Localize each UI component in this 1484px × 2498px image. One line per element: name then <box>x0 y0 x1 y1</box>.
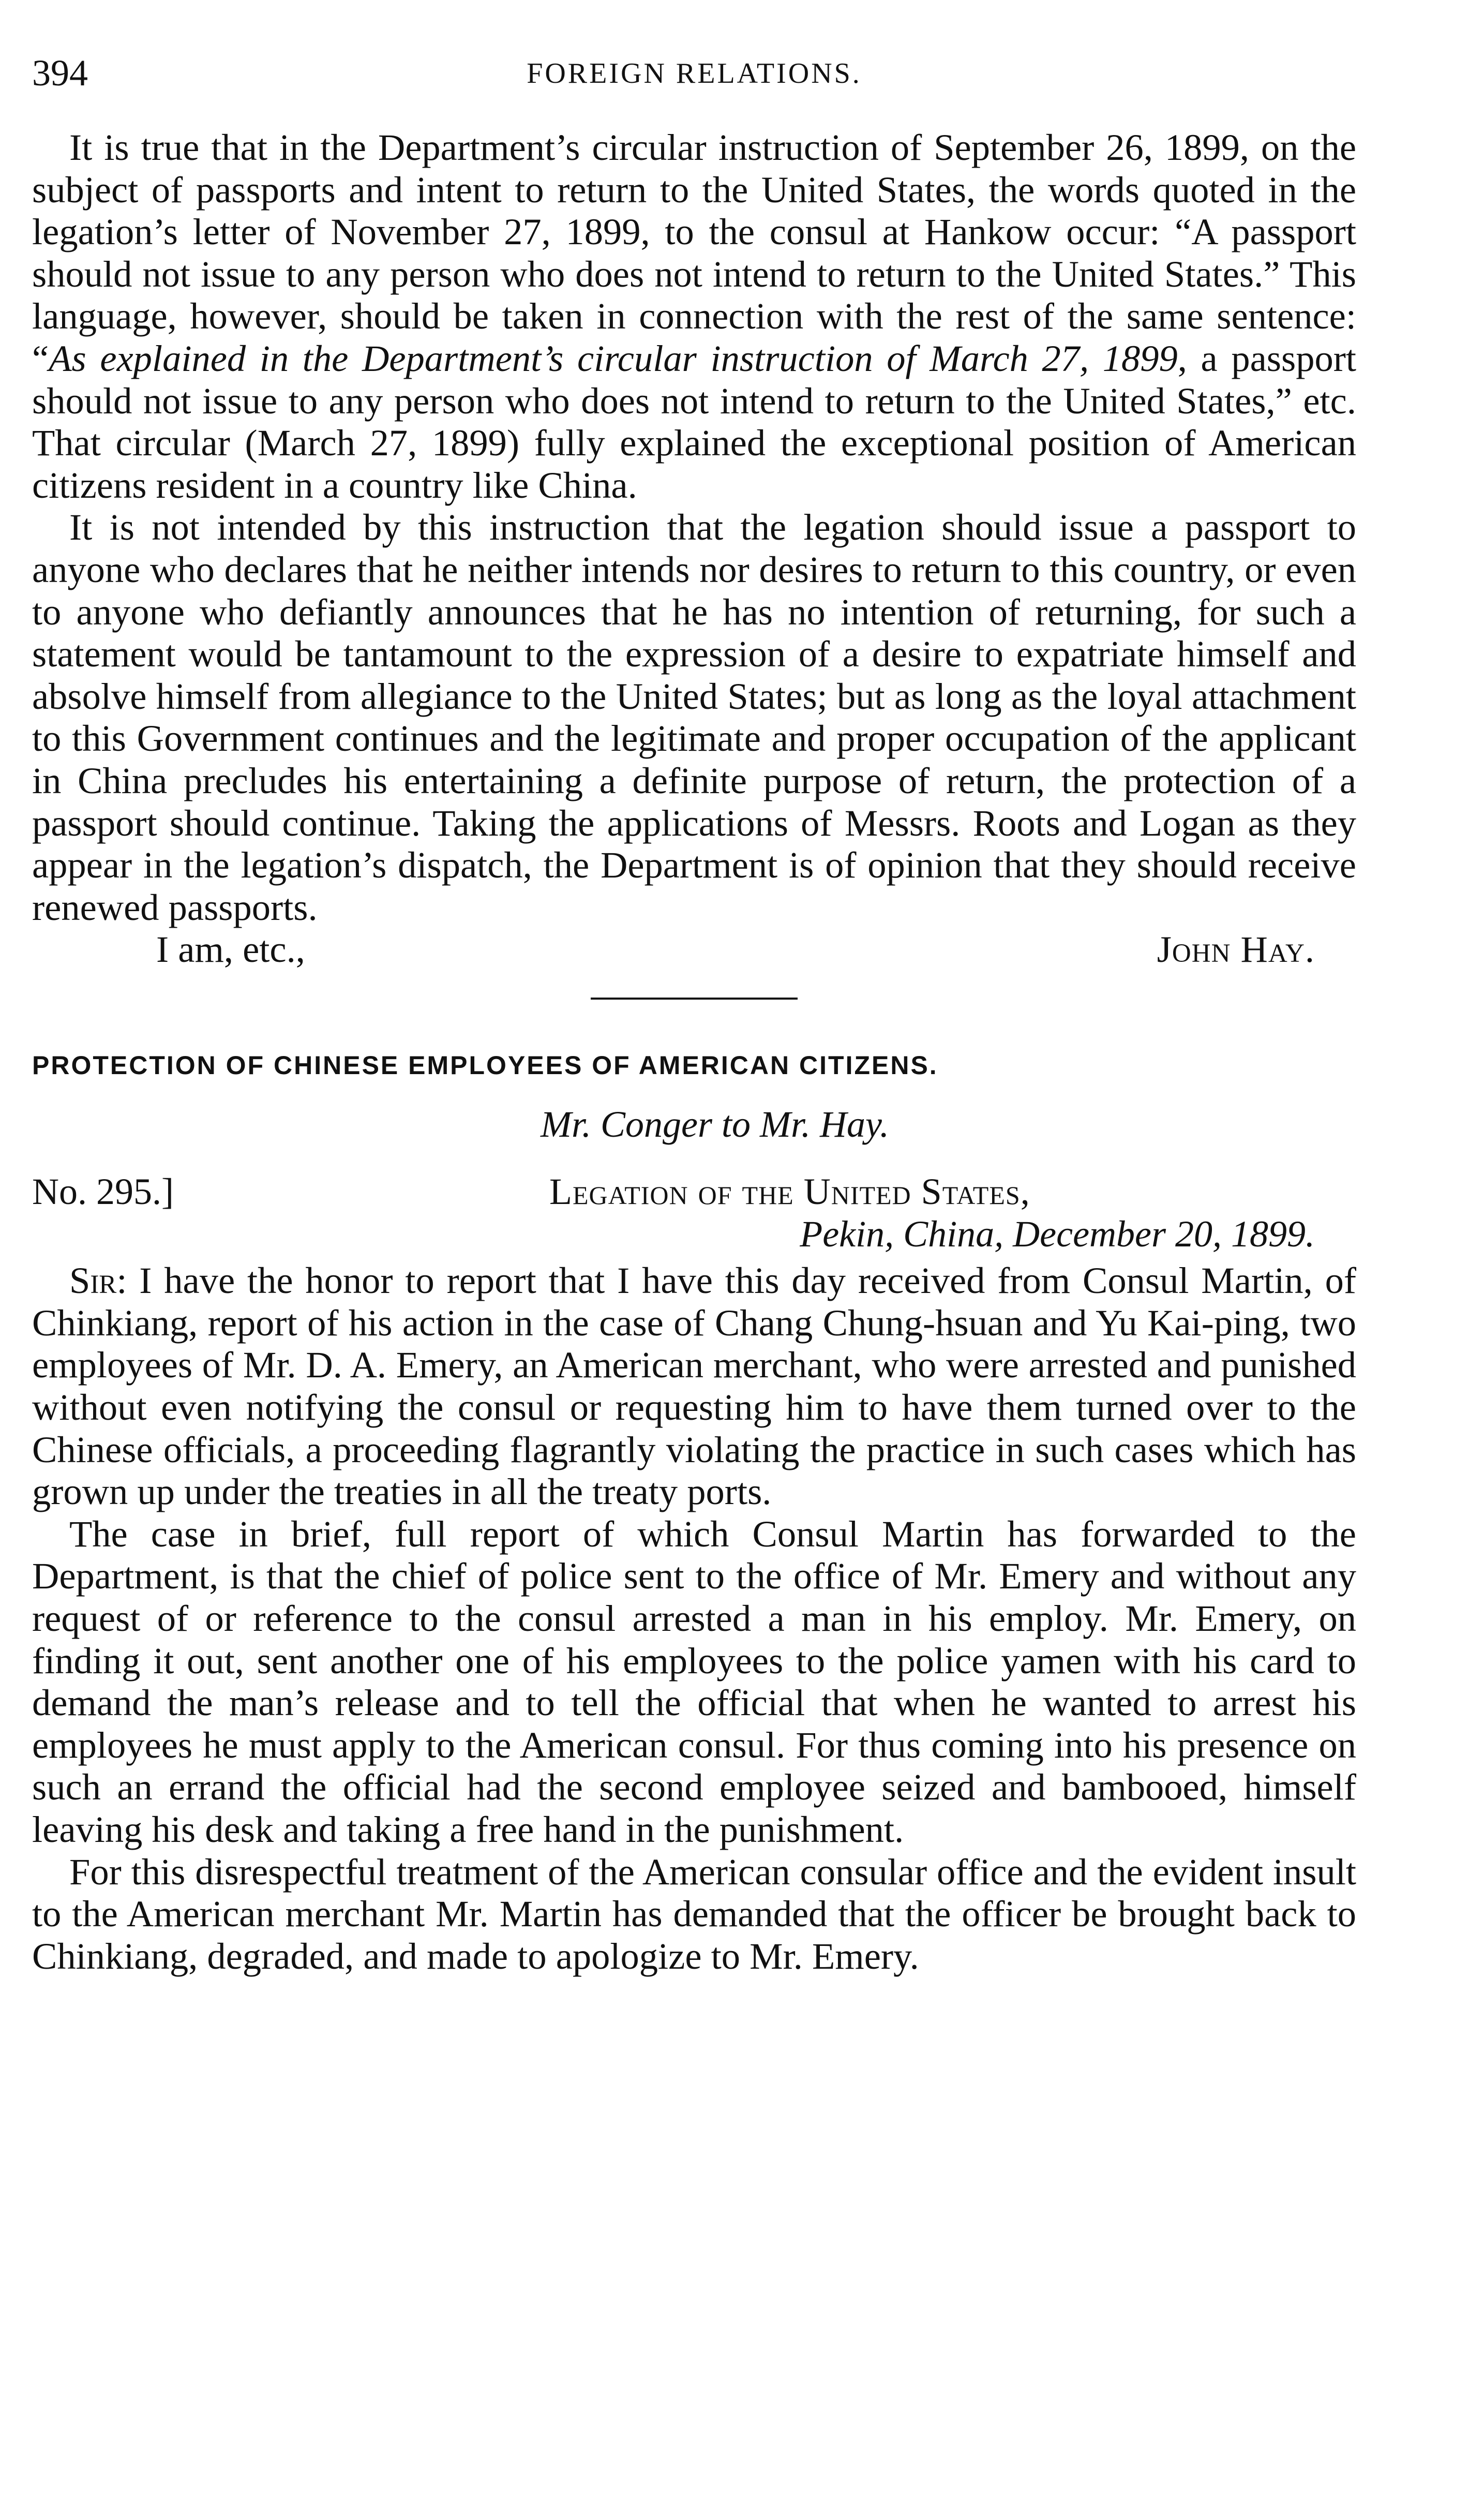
paragraph <box>32 126 1356 506</box>
salutation: Sir <box>69 1259 117 1302</box>
dispatch-legation: Legation of the United States, <box>549 1171 1030 1213</box>
dispatch-header <box>32 1170 1356 1257</box>
paragraph: It is not intended by this instruction that the legation should issue a passport to anyone who declares that he neither intends nor desires to return to this country, or even to anyone who defiantly announces that he has no intention of returning, for such a statement would be tantamount to the expression of a desire to expatriate himself and absolve himself from allegiance to the United States; but as long as the loyal attachment to this Government continues and the legitimate and proper occupation of the applicant in China precludes his entertaining a definite purpose of return, the protection of a passport should continue. Taking the applications of Messrs. Roots and Logan as they appear in the legation’s dispatch, the Department is of opinion that they should receive renewed passports. <box>32 506 1356 928</box>
paragraph <box>32 1259 1356 1513</box>
document-page <box>32 52 1356 1977</box>
paragraph: For this disrespectful treatment of the American consular office and the evident insult to the American merchant Mr. Martin has demanded that the officer be brought back to Chinkiang, degraded, and made to apologize to Mr. Emery. <box>32 1850 1356 1977</box>
paragraph: The case in brief, full report of which Consul Martin has forwarded to the Department, is that the chief of police sent to the office of Mr. Emery and without any request of or reference to the consul arrested a man in his employ. Mr. Emery, on finding it out, sent another one of his employees to the police yamen with his card to demand the man’s release and to tell the official that when he wanted to arrest his employees he must apply to the American consul. For thus coming into his presence on such an errand the official had the second employee seized and bambooed, himself leaving his desk and taking a free hand in the punishment. <box>32 1512 1356 1850</box>
page-number: 394 <box>32 52 88 94</box>
dispatch-number: No. 295.] <box>32 1171 174 1213</box>
paragraph-text: : I have the honor to report that I have this day received from Consul Martin, of Chinkiang, report of his action in the case of Chang Chung-hsuan and Yu Kai-ping, two employees of Mr. D. A. Emery, an American merchant, who were arrested and punished without even notifying the consul or requesting him to have them turned over to the Chinese officials, a proceeding flagrantly violating the practice in such cases which has grown up under the treaties in all the treaty ports. <box>32 1259 1356 1513</box>
running-title: FOREIGN RELATIONS. <box>527 57 862 90</box>
complimentary-close: I am, etc., <box>156 928 305 971</box>
section-divider <box>591 998 798 1000</box>
dispatch-place-date: Pekin, China, December 20, 1899. <box>800 1213 1315 1255</box>
section-heading: PROTECTION OF CHINESE EMPLOYEES OF AMERICAN CITIZENS. <box>32 1051 938 1080</box>
correspondents-line: Mr. Conger to Mr. Hay. <box>540 1104 889 1146</box>
previous-letter <box>32 126 1356 928</box>
running-head <box>32 52 1356 109</box>
letter-closing <box>32 928 1356 971</box>
paragraph-text: It is true that in the Department’s circular instruction of September 26, 1899, on the subject of passports and intent to return to the United States, the words quoted in the legation’s letter of November 27, 1899, to the consul at Hankow occur: “A passport should not issue to any person who does not intend to return to the United States.” This language, however, should be taken in connection with the rest of the same sentence: “ <box>32 126 1356 379</box>
paragraph-text: , a passport should not issue to any person who does not intend to return to the United States,” etc. That circular (March 27, 1899) fully explained the exceptional position of American citizens resident in a country like China. <box>32 337 1357 506</box>
paragraph-italic-text: As explained in the Department’s circular instruction of March 27, 1899 <box>49 337 1178 379</box>
signature: John Hay. <box>1157 928 1315 971</box>
dispatch-body <box>32 1259 1356 1977</box>
